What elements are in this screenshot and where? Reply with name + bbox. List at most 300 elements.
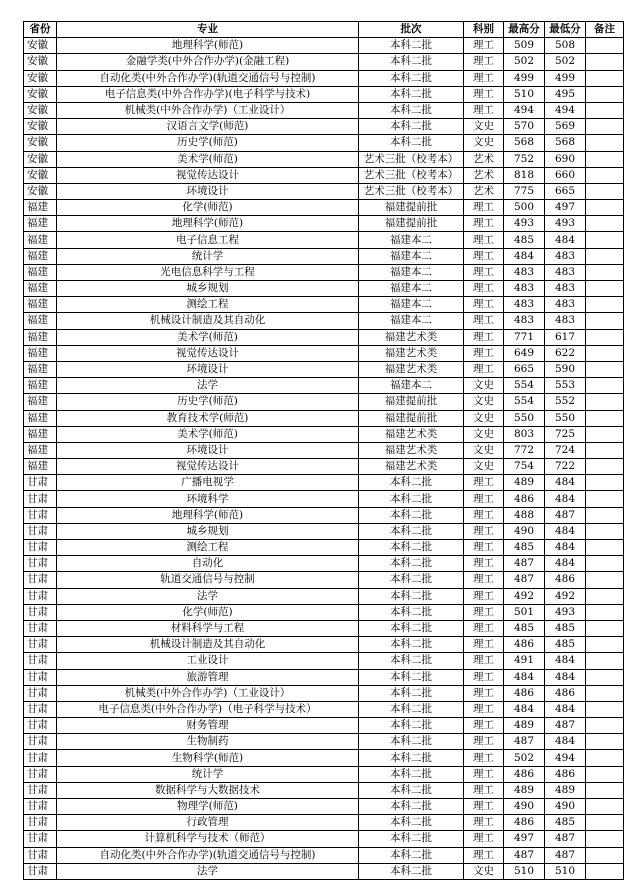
cell-major: 自动化类(中外合作办学)(轨道交通信号与控制) bbox=[57, 847, 359, 863]
cell-remarks bbox=[586, 637, 624, 653]
cell-max-score: 486 bbox=[504, 766, 545, 782]
table-row bbox=[24, 459, 624, 475]
cell-max-score: 487 bbox=[504, 572, 545, 588]
cell-max-score: 483 bbox=[504, 313, 545, 329]
cell-province: 甘肃 bbox=[24, 637, 57, 653]
table-row bbox=[24, 297, 624, 313]
cell-category: 文史 bbox=[464, 394, 504, 410]
cell-batch: 本科二批 bbox=[359, 475, 464, 491]
table-row bbox=[24, 572, 624, 588]
table-row bbox=[24, 86, 624, 102]
cell-province: 福建 bbox=[24, 216, 57, 232]
cell-max-score: 485 bbox=[504, 232, 545, 248]
cell-max-score: 489 bbox=[504, 475, 545, 491]
table-row bbox=[24, 718, 624, 734]
cell-batch: 本科二批 bbox=[359, 766, 464, 782]
cell-category: 理工 bbox=[464, 54, 504, 70]
table-row bbox=[24, 54, 624, 70]
cell-remarks bbox=[586, 102, 624, 118]
cell-batch: 本科二批 bbox=[359, 653, 464, 669]
cell-remarks bbox=[586, 86, 624, 102]
cell-max-score: 550 bbox=[504, 410, 545, 426]
cell-category: 艺术 bbox=[464, 183, 504, 199]
cell-max-score: 510 bbox=[504, 86, 545, 102]
cell-remarks bbox=[586, 475, 624, 491]
table-row bbox=[24, 345, 624, 361]
cell-category: 理工 bbox=[464, 734, 504, 750]
cell-batch: 福建艺术类 bbox=[359, 426, 464, 442]
cell-min-score: 487 bbox=[545, 718, 586, 734]
cell-category: 理工 bbox=[464, 102, 504, 118]
cell-major: 计算机科学与技术（师范） bbox=[57, 831, 359, 847]
cell-max-score: 485 bbox=[504, 540, 545, 556]
cell-major: 教育技术学(师范) bbox=[57, 410, 359, 426]
cell-major: 化学(师范) bbox=[57, 604, 359, 620]
cell-max-score: 489 bbox=[504, 782, 545, 798]
cell-min-score: 690 bbox=[545, 151, 586, 167]
cell-batch: 福建本二 bbox=[359, 378, 464, 394]
cell-category: 理工 bbox=[464, 588, 504, 604]
cell-province: 甘肃 bbox=[24, 685, 57, 701]
cell-major: 地理科学(师范) bbox=[57, 38, 359, 54]
cell-min-score: 568 bbox=[545, 135, 586, 151]
cell-remarks bbox=[586, 669, 624, 685]
cell-batch: 本科二批 bbox=[359, 70, 464, 86]
cell-province: 福建 bbox=[24, 264, 57, 280]
cell-province: 福建 bbox=[24, 313, 57, 329]
cell-max-score: 500 bbox=[504, 200, 545, 216]
cell-batch: 本科二批 bbox=[359, 637, 464, 653]
cell-batch: 本科二批 bbox=[359, 701, 464, 717]
cell-batch: 福建艺术类 bbox=[359, 459, 464, 475]
table-row bbox=[24, 637, 624, 653]
cell-category: 理工 bbox=[464, 329, 504, 345]
cell-province: 福建 bbox=[24, 394, 57, 410]
cell-province: 甘肃 bbox=[24, 475, 57, 491]
cell-min-score: 490 bbox=[545, 799, 586, 815]
cell-max-score: 483 bbox=[504, 281, 545, 297]
cell-remarks bbox=[586, 799, 624, 815]
cell-major: 工业设计 bbox=[57, 653, 359, 669]
cell-category: 理工 bbox=[464, 70, 504, 86]
cell-remarks bbox=[586, 135, 624, 151]
cell-min-score: 497 bbox=[545, 200, 586, 216]
cell-major: 环境科学 bbox=[57, 491, 359, 507]
cell-major: 数据科学与大数据技术 bbox=[57, 782, 359, 798]
cell-min-score: 495 bbox=[545, 86, 586, 102]
cell-province: 甘肃 bbox=[24, 620, 57, 636]
table-row bbox=[24, 102, 624, 118]
cell-province: 甘肃 bbox=[24, 701, 57, 717]
cell-remarks bbox=[586, 734, 624, 750]
cell-major: 环境设计 bbox=[57, 361, 359, 377]
cell-batch: 福建艺术类 bbox=[359, 345, 464, 361]
cell-category: 艺术 bbox=[464, 167, 504, 183]
cell-min-score: 722 bbox=[545, 459, 586, 475]
cell-max-score: 486 bbox=[504, 685, 545, 701]
cell-min-score: 484 bbox=[545, 523, 586, 539]
cell-major: 统计学 bbox=[57, 766, 359, 782]
cell-batch: 本科二批 bbox=[359, 718, 464, 734]
cell-min-score: 553 bbox=[545, 378, 586, 394]
cell-category: 理工 bbox=[464, 799, 504, 815]
cell-batch: 福建本二 bbox=[359, 281, 464, 297]
cell-category: 理工 bbox=[464, 782, 504, 798]
cell-category: 理工 bbox=[464, 216, 504, 232]
table-row bbox=[24, 653, 624, 669]
cell-min-score: 486 bbox=[545, 685, 586, 701]
table-row bbox=[24, 604, 624, 620]
cell-batch: 本科二批 bbox=[359, 572, 464, 588]
cell-major: 美术学(师范) bbox=[57, 426, 359, 442]
cell-category: 理工 bbox=[464, 475, 504, 491]
cell-min-score: 487 bbox=[545, 831, 586, 847]
cell-major: 电子信息类(中外合作办学)（电子科学与技术） bbox=[57, 701, 359, 717]
cell-remarks bbox=[586, 653, 624, 669]
cell-min-score: 489 bbox=[545, 782, 586, 798]
cell-major: 材料科学与工程 bbox=[57, 620, 359, 636]
cell-remarks bbox=[586, 216, 624, 232]
cell-province: 甘肃 bbox=[24, 734, 57, 750]
table-body bbox=[24, 38, 624, 880]
table-row bbox=[24, 151, 624, 167]
cell-batch: 福建提前批 bbox=[359, 394, 464, 410]
table-row bbox=[24, 426, 624, 442]
cell-province: 甘肃 bbox=[24, 782, 57, 798]
header-batch: 批次 bbox=[359, 22, 464, 38]
cell-major: 财务管理 bbox=[57, 718, 359, 734]
cell-max-score: 754 bbox=[504, 459, 545, 475]
cell-max-score: 483 bbox=[504, 297, 545, 313]
cell-province: 甘肃 bbox=[24, 588, 57, 604]
cell-major: 法学 bbox=[57, 863, 359, 879]
cell-remarks bbox=[586, 442, 624, 458]
cell-batch: 本科二批 bbox=[359, 102, 464, 118]
cell-province: 安徽 bbox=[24, 54, 57, 70]
cell-min-score: 494 bbox=[545, 750, 586, 766]
cell-min-score: 483 bbox=[545, 313, 586, 329]
cell-min-score: 494 bbox=[545, 102, 586, 118]
cell-category: 文史 bbox=[464, 410, 504, 426]
cell-min-score: 569 bbox=[545, 119, 586, 135]
cell-batch: 本科二批 bbox=[359, 604, 464, 620]
table-row bbox=[24, 847, 624, 863]
cell-category: 理工 bbox=[464, 297, 504, 313]
cell-remarks bbox=[586, 378, 624, 394]
cell-min-score: 486 bbox=[545, 572, 586, 588]
cell-remarks bbox=[586, 556, 624, 572]
table-row bbox=[24, 815, 624, 831]
cell-min-score: 724 bbox=[545, 442, 586, 458]
cell-major: 地理科学(师范) bbox=[57, 507, 359, 523]
cell-province: 福建 bbox=[24, 281, 57, 297]
table-row bbox=[24, 38, 624, 54]
cell-min-score: 484 bbox=[545, 669, 586, 685]
table-row bbox=[24, 264, 624, 280]
cell-category: 理工 bbox=[464, 556, 504, 572]
cell-category: 理工 bbox=[464, 815, 504, 831]
cell-batch: 福建提前批 bbox=[359, 410, 464, 426]
table-row bbox=[24, 442, 624, 458]
cell-major: 美术学(师范) bbox=[57, 329, 359, 345]
cell-batch: 本科二批 bbox=[359, 507, 464, 523]
cell-category: 理工 bbox=[464, 766, 504, 782]
cell-category: 理工 bbox=[464, 669, 504, 685]
cell-min-score: 484 bbox=[545, 491, 586, 507]
cell-max-score: 486 bbox=[504, 815, 545, 831]
cell-category: 理工 bbox=[464, 718, 504, 734]
cell-batch: 福建本二 bbox=[359, 248, 464, 264]
cell-major: 测绘工程 bbox=[57, 540, 359, 556]
cell-category: 理工 bbox=[464, 572, 504, 588]
cell-remarks bbox=[586, 831, 624, 847]
table-row bbox=[24, 701, 624, 717]
cell-batch: 福建本二 bbox=[359, 264, 464, 280]
cell-category: 艺术 bbox=[464, 151, 504, 167]
cell-min-score: 485 bbox=[545, 815, 586, 831]
table-row bbox=[24, 734, 624, 750]
table-row bbox=[24, 216, 624, 232]
cell-max-score: 487 bbox=[504, 556, 545, 572]
cell-remarks bbox=[586, 329, 624, 345]
cell-category: 理工 bbox=[464, 750, 504, 766]
cell-province: 福建 bbox=[24, 297, 57, 313]
cell-category: 理工 bbox=[464, 313, 504, 329]
cell-max-score: 510 bbox=[504, 863, 545, 879]
cell-major: 行政管理 bbox=[57, 815, 359, 831]
cell-remarks bbox=[586, 718, 624, 734]
cell-batch: 本科二批 bbox=[359, 831, 464, 847]
cell-min-score: 483 bbox=[545, 297, 586, 313]
table-row bbox=[24, 361, 624, 377]
table-row bbox=[24, 200, 624, 216]
cell-province: 甘肃 bbox=[24, 766, 57, 782]
cell-remarks bbox=[586, 119, 624, 135]
cell-major: 旅游管理 bbox=[57, 669, 359, 685]
cell-max-score: 568 bbox=[504, 135, 545, 151]
cell-remarks bbox=[586, 685, 624, 701]
cell-min-score: 617 bbox=[545, 329, 586, 345]
cell-major: 生物制药 bbox=[57, 734, 359, 750]
table-row bbox=[24, 183, 624, 199]
cell-batch: 福建本二 bbox=[359, 297, 464, 313]
cell-province: 甘肃 bbox=[24, 750, 57, 766]
cell-province: 安徽 bbox=[24, 70, 57, 86]
cell-min-score: 492 bbox=[545, 588, 586, 604]
cell-province: 甘肃 bbox=[24, 831, 57, 847]
cell-min-score: 550 bbox=[545, 410, 586, 426]
cell-batch: 本科二批 bbox=[359, 799, 464, 815]
cell-province: 甘肃 bbox=[24, 815, 57, 831]
table-row bbox=[24, 475, 624, 491]
cell-major: 历史学(师范) bbox=[57, 135, 359, 151]
cell-province: 福建 bbox=[24, 361, 57, 377]
cell-min-score: 725 bbox=[545, 426, 586, 442]
table-row bbox=[24, 248, 624, 264]
cell-province: 甘肃 bbox=[24, 507, 57, 523]
cell-remarks bbox=[586, 151, 624, 167]
cell-major: 环境设计 bbox=[57, 183, 359, 199]
cell-province: 福建 bbox=[24, 459, 57, 475]
table-row bbox=[24, 588, 624, 604]
cell-province: 甘肃 bbox=[24, 523, 57, 539]
table-row bbox=[24, 540, 624, 556]
cell-category: 理工 bbox=[464, 540, 504, 556]
cell-remarks bbox=[586, 232, 624, 248]
cell-province: 甘肃 bbox=[24, 718, 57, 734]
cell-batch: 福建艺术类 bbox=[359, 361, 464, 377]
table-row bbox=[24, 750, 624, 766]
cell-batch: 福建艺术类 bbox=[359, 329, 464, 345]
cell-max-score: 554 bbox=[504, 394, 545, 410]
table-row bbox=[24, 135, 624, 151]
cell-max-score: 502 bbox=[504, 54, 545, 70]
cell-min-score: 483 bbox=[545, 248, 586, 264]
cell-province: 甘肃 bbox=[24, 799, 57, 815]
cell-batch: 福建提前批 bbox=[359, 200, 464, 216]
cell-batch: 艺术三批（校考本） bbox=[359, 183, 464, 199]
cell-major: 自动化类(中外合作办学)(轨道交通信号与控制) bbox=[57, 70, 359, 86]
cell-major: 统计学 bbox=[57, 248, 359, 264]
cell-min-score: 660 bbox=[545, 167, 586, 183]
cell-province: 安徽 bbox=[24, 38, 57, 54]
cell-min-score: 552 bbox=[545, 394, 586, 410]
table-row bbox=[24, 167, 624, 183]
cell-major: 视觉传达设计 bbox=[57, 167, 359, 183]
cell-category: 理工 bbox=[464, 361, 504, 377]
cell-batch: 本科二批 bbox=[359, 620, 464, 636]
cell-batch: 福建艺术类 bbox=[359, 442, 464, 458]
cell-major: 地理科学(师范) bbox=[57, 216, 359, 232]
cell-province: 安徽 bbox=[24, 135, 57, 151]
cell-major: 城乡规划 bbox=[57, 281, 359, 297]
cell-major: 视觉传达设计 bbox=[57, 345, 359, 361]
cell-remarks bbox=[586, 361, 624, 377]
cell-major: 机械类(中外合作办学)（工业设计） bbox=[57, 685, 359, 701]
cell-remarks bbox=[586, 167, 624, 183]
cell-batch: 艺术三批（校考本） bbox=[359, 151, 464, 167]
cell-remarks bbox=[586, 248, 624, 264]
cell-max-score: 554 bbox=[504, 378, 545, 394]
cell-category: 文史 bbox=[464, 119, 504, 135]
cell-major: 物理学(师范) bbox=[57, 799, 359, 815]
cell-max-score: 509 bbox=[504, 38, 545, 54]
cell-min-score: 487 bbox=[545, 507, 586, 523]
table-row bbox=[24, 799, 624, 815]
cell-remarks bbox=[586, 183, 624, 199]
table-row bbox=[24, 863, 624, 879]
cell-batch: 本科二批 bbox=[359, 556, 464, 572]
cell-max-score: 484 bbox=[504, 669, 545, 685]
cell-province: 福建 bbox=[24, 232, 57, 248]
cell-max-score: 494 bbox=[504, 102, 545, 118]
header-min-score: 最低分 bbox=[545, 22, 586, 38]
cell-category: 理工 bbox=[464, 653, 504, 669]
cell-major: 生物科学(师范) bbox=[57, 750, 359, 766]
cell-min-score: 484 bbox=[545, 734, 586, 750]
cell-category: 理工 bbox=[464, 38, 504, 54]
cell-category: 理工 bbox=[464, 345, 504, 361]
cell-major: 化学(师范) bbox=[57, 200, 359, 216]
cell-major: 自动化 bbox=[57, 556, 359, 572]
cell-remarks bbox=[586, 70, 624, 86]
cell-min-score: 487 bbox=[545, 847, 586, 863]
cell-province: 甘肃 bbox=[24, 653, 57, 669]
cell-category: 理工 bbox=[464, 637, 504, 653]
cell-remarks bbox=[586, 459, 624, 475]
cell-min-score: 484 bbox=[545, 556, 586, 572]
cell-category: 理工 bbox=[464, 831, 504, 847]
cell-category: 理工 bbox=[464, 523, 504, 539]
cell-max-score: 752 bbox=[504, 151, 545, 167]
cell-max-score: 570 bbox=[504, 119, 545, 135]
cell-major: 历史学(师范) bbox=[57, 394, 359, 410]
cell-province: 福建 bbox=[24, 410, 57, 426]
cell-major: 金融学类(中外合作办学)(金融工程) bbox=[57, 54, 359, 70]
cell-major: 美术学(师范) bbox=[57, 151, 359, 167]
table-row bbox=[24, 378, 624, 394]
cell-remarks bbox=[586, 394, 624, 410]
cell-province: 甘肃 bbox=[24, 556, 57, 572]
cell-major: 城乡规划 bbox=[57, 523, 359, 539]
cell-category: 理工 bbox=[464, 86, 504, 102]
cell-remarks bbox=[586, 523, 624, 539]
cell-major: 机械类(中外合作办学)（工业设计） bbox=[57, 102, 359, 118]
cell-remarks bbox=[586, 281, 624, 297]
cell-max-score: 771 bbox=[504, 329, 545, 345]
cell-remarks bbox=[586, 863, 624, 879]
cell-batch: 本科二批 bbox=[359, 782, 464, 798]
header-max-score: 最高分 bbox=[504, 22, 545, 38]
table-header bbox=[24, 22, 624, 38]
cell-min-score: 502 bbox=[545, 54, 586, 70]
table-row bbox=[24, 685, 624, 701]
cell-remarks bbox=[586, 491, 624, 507]
cell-min-score: 483 bbox=[545, 281, 586, 297]
cell-remarks bbox=[586, 345, 624, 361]
table-row bbox=[24, 119, 624, 135]
header-province: 省份 bbox=[24, 22, 57, 38]
table-row bbox=[24, 556, 624, 572]
cell-province: 安徽 bbox=[24, 86, 57, 102]
cell-category: 理工 bbox=[464, 200, 504, 216]
cell-max-score: 489 bbox=[504, 718, 545, 734]
cell-max-score: 772 bbox=[504, 442, 545, 458]
cell-category: 理工 bbox=[464, 847, 504, 863]
cell-major: 汉语言文学(师范) bbox=[57, 119, 359, 135]
header-category: 科别 bbox=[464, 22, 504, 38]
cell-max-score: 487 bbox=[504, 847, 545, 863]
table-row bbox=[24, 313, 624, 329]
cell-remarks bbox=[586, 588, 624, 604]
cell-max-score: 499 bbox=[504, 70, 545, 86]
cell-province: 福建 bbox=[24, 329, 57, 345]
cell-province: 安徽 bbox=[24, 119, 57, 135]
cell-min-score: 493 bbox=[545, 216, 586, 232]
cell-category: 理工 bbox=[464, 232, 504, 248]
cell-remarks bbox=[586, 750, 624, 766]
table-row bbox=[24, 831, 624, 847]
cell-remarks bbox=[586, 701, 624, 717]
cell-major: 测绘工程 bbox=[57, 297, 359, 313]
cell-max-score: 483 bbox=[504, 264, 545, 280]
table-row bbox=[24, 394, 624, 410]
cell-max-score: 484 bbox=[504, 701, 545, 717]
cell-province: 安徽 bbox=[24, 167, 57, 183]
cell-batch: 本科二批 bbox=[359, 863, 464, 879]
cell-batch: 本科二批 bbox=[359, 38, 464, 54]
cell-remarks bbox=[586, 540, 624, 556]
